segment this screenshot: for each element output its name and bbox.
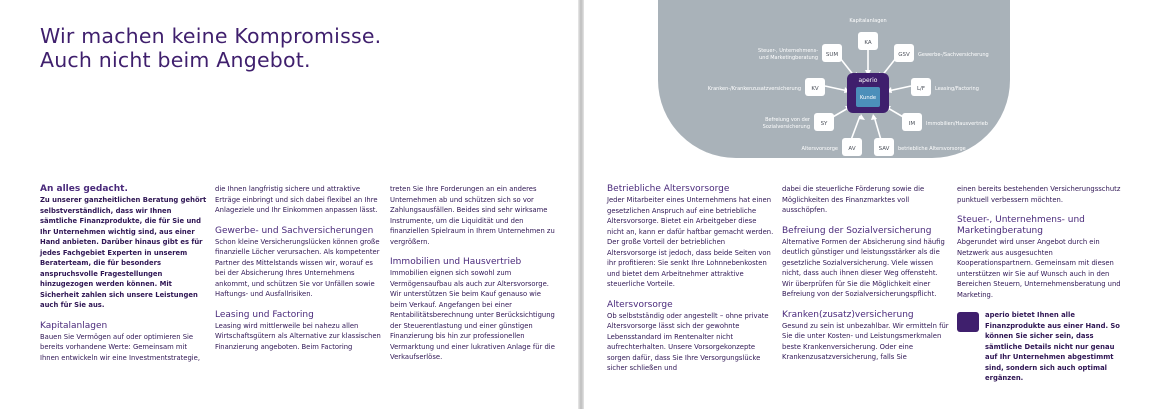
section-heading-krankenversicherung: Kranken(zusatz)versicherung (782, 309, 914, 320)
left-page (0, 0, 578, 409)
krankenversicherung-text: Gesund zu sein ist unbezahlbar. Wir ermitteln für Sie die unter Kosten- und Leistungsmerkmalen beste Krankenversicherung. Oder eine Krankenzusatzversicherung, falls Sie (782, 321, 949, 361)
right-column-3 (957, 184, 1125, 384)
svg-text:SUM: SUM (825, 52, 839, 58)
node-sav-label: betriebliche Altersvorsorge (898, 146, 966, 152)
svg-text:AV: AV (848, 146, 856, 152)
node-ka-label: Kapitalanlagen (849, 18, 887, 24)
leasing-text-continued: treten Sie Ihre Forderungen an ein anderes Unternehmen ab und schützen sich so vor Zahlungsausfällen. Beides sind sehr wirksame Instrumente, um die Liquidität und den finanziellen Spielraum in Ihrem Unternehmen zu vergrößern. (390, 185, 555, 246)
node-sy-label-line-1: Befreiung von der (765, 117, 810, 123)
right-column-2 (782, 184, 950, 363)
section-heading-immobilien: Immobilien und Hausvertrieb (390, 257, 522, 267)
gewerbe-text: Schon kleine Versicherungslücken können große finanzielle Löcher verursachen. Als kompetenter Partner des Mittelstands wissen wir, worauf es bei der Absicherung Ihres Unternehmens ankommt, und schützen Sie vor Unfällen sowie Haftungs- und Ausfallrisiken. (215, 237, 380, 298)
krankenversicherung-text-continued: einen bereits bestehenden Versicherungsschutz punktuell verbessern möchten. (957, 185, 1121, 204)
node-lf-label: Leasing/Factoring (935, 86, 979, 92)
section-heading-an-alles-gedacht: An alles gedacht. (40, 184, 128, 194)
kapitalanlagen-text: Bauen Sie Vermögen auf oder optimieren Sie bereits vorhandene Werte: Gemeinsam mit Ihnen entwickeln wir eine Investmentstrategie, (40, 332, 201, 362)
center-kunde-label: Kunde (859, 95, 877, 101)
headline-line-1: Wir machen keine Kompromisse. (40, 24, 382, 48)
bav-text: Jeder Mitarbeiter eines Unternehmens hat einen gesetzlichen Anspruch auf eine betriebliche Altersvorsorge. Bietet ein Arbeitgeber diese nicht an, kann er dafür haftbar gemacht werden. Der große Vorteil der betrieblichen Altersvorsorge ist jedoch, dass beide Seiten von ihr profitieren: Sie senkt Ihre Lohnnebenkosten und bietet dem Arbeitnehmer attraktive steuerliche Vorteile. (607, 196, 774, 288)
node-im-label: Immobilien/Hausvertrieb (926, 121, 988, 127)
section-heading-befreiung: Befreiung der Sozialversicherung (782, 225, 932, 236)
section-heading-leasing: Leasing und Factoring (215, 309, 314, 320)
left-column-1 (40, 184, 208, 363)
svg-text:GSV: GSV (898, 52, 910, 58)
intro-text: Zu unserer ganzheitlichen Beratung gehört selbstverständlich, dass wir Ihnen sämtliche Finanzprodukte, die für Sie und Ihr Unternehmen wichtig sind, aus einer Hand anbieten. Darüber hinaus gibt es für jedes Fachgebiet Experten in unserem Beraterteam, die für besonders anspruchsvolle Fragestellungen hinzugezogen werden können. Mit Sicherheit zahlen sich unsere Leistungen auch für Sie aus. (40, 196, 207, 309)
altersvorsorge-text-continued: dabei die steuerliche Förderung sowie die Möglichkeiten des Finanzmarktes voll ausschöpfen. (782, 185, 925, 214)
section-heading-altersvorsorge: Altersvorsorge (607, 299, 673, 310)
svg-text:SY: SY (820, 121, 828, 127)
node-kv-label: Kranken-/Krankenzusatzversicherung (707, 86, 801, 92)
kapitalanlagen-text-continued: die Ihnen langfristig sichere und attraktive Erträge einbringt und sich dabei flexibel an Ihre Anlageziele und Ihr Einkommen anpassen lässt. (215, 185, 378, 214)
steuer-text: Abgerundet wird unser Angebot durch ein Netzwerk aus ausgesuchten Kooperationspartnern. Gemeinsam mit diesen unterstützen wir Sie auf Wunsch auch in den Bereichen Steuern, Unternehmensberatung und Marketing. (957, 238, 1121, 299)
svg-text:L/F: L/F (916, 86, 926, 92)
svg-text:IM: IM (908, 121, 916, 127)
center-node-kunde (847, 73, 889, 113)
highlight-box (957, 310, 1125, 384)
highlight-text: aperio bietet Ihnen alle Finanzprodukte aus einer Hand. So können Sie sicher sein, dass sämtliche Details nicht nur genau auf Ihr Unternehmen abgestimmt sind, sondern sich auch optimal ergänzen. (985, 311, 1120, 382)
diagram-background (658, 0, 1010, 158)
leasing-text: Leasing wird mittlerweile bei nahezu allen Wirtschaftsgütern als Alternative zur klassischen Finanzierung angeboten. Beim Factoring (215, 321, 381, 351)
svg-text:SAV: SAV (878, 146, 890, 152)
section-heading-steuer: Steuer-, Unternehmens- und Marketingberatung (957, 215, 1085, 236)
node-sum-label-line-1: Steuer-, Unternehmens- (758, 48, 818, 54)
left-column-2 (215, 184, 383, 352)
section-heading-kapitalanlagen: Kapitalanlagen (40, 320, 108, 331)
svg-text:KV: KV (811, 86, 819, 92)
accent-square (957, 312, 979, 332)
altersvorsorge-text: Ob selbstständig oder angestellt – ohne private Altersvorsorge lässt sich der gewohnte Lebensstandard im Rentenalter nicht aufrechterhalten. Unsere Vorsorgekonzepte sorgen dafür, dass Sie Ihre Versorgungslücke sicher schließen und (607, 311, 769, 372)
section-heading-gewerbe: Gewerbe- und Sachversicherungen (215, 225, 374, 236)
node-av-label: Altersvorsorge (801, 146, 838, 152)
node-gsv-label: Gewerbe-/Sachversicherung (918, 52, 989, 58)
service-diagram (658, 0, 1010, 158)
befreiung-text: Alternative Formen der Absicherung sind häufig deutlich günstiger und leistungsstärker als die gesetzliche Sozialversicherung. Viele wissen nicht, dass auch ihnen dieser Weg offensteht. Wir überprüfen für Sie die Möglichkeit einer Befreiung von der Sozialversicherungspflicht. (782, 237, 945, 298)
section-heading-bav: Betriebliche Altersvorsorge (607, 184, 730, 194)
node-sum-label-line-2: und Marketingberatung (759, 55, 818, 61)
right-column-1 (607, 184, 775, 374)
right-page (584, 0, 1160, 409)
page-headline (40, 24, 381, 72)
svg-text:KA: KA (864, 40, 872, 46)
headline-line-2: Auch nicht beim Angebot. (40, 48, 311, 72)
left-column-3 (390, 184, 558, 363)
immobilien-text: Immobilien eignen sich sowohl zum Vermögensaufbau als auch zur Altersvorsorge. Wir unterstützen Sie beim Kauf genauso wie beim Verkauf. Angefangen bei einer Rentabilitätsberechnung unter Berücksichtigung der Steuerentlastung und einer günstigen Finanzierung bis hin zur professionellen Vermarktung und einer lukrativen Anlage für die Verkaufserlöse. (390, 269, 555, 361)
center-brand-label: aperio (858, 77, 878, 84)
node-sy-label-line-2: Sozialversicherung (762, 124, 810, 130)
